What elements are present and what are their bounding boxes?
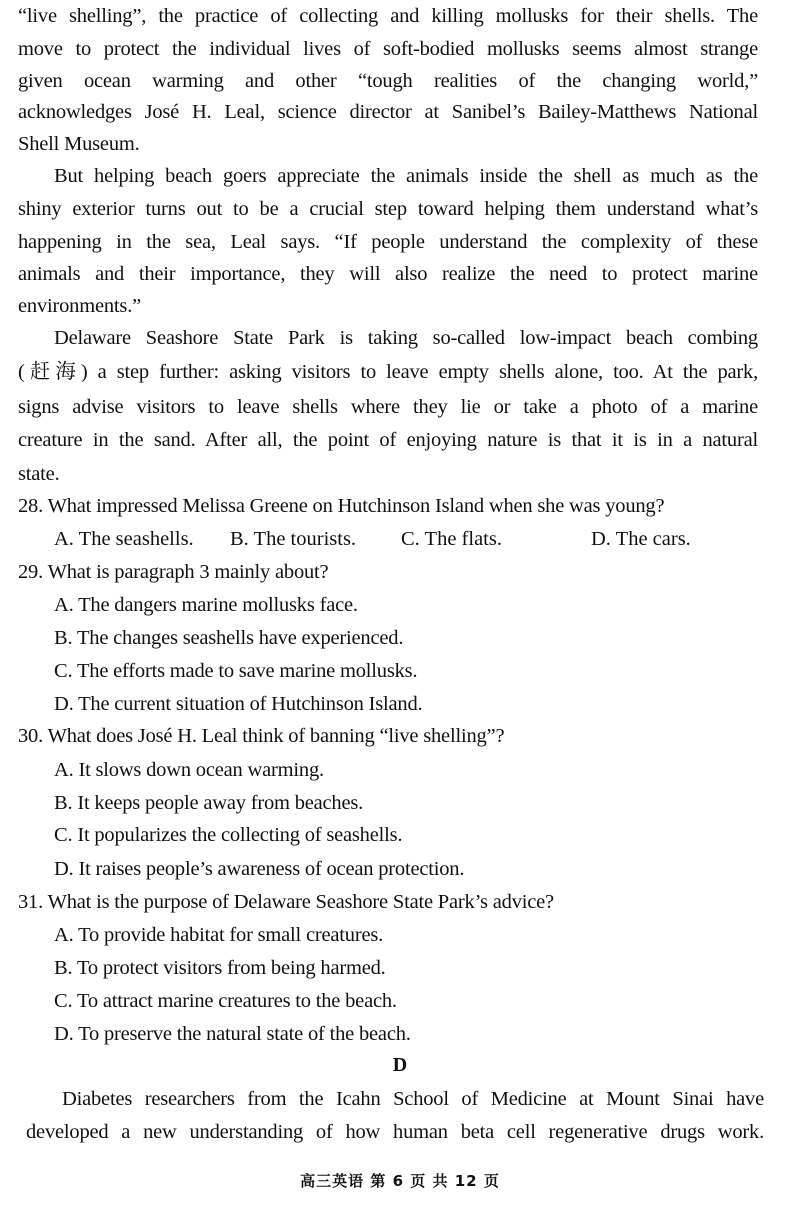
text-line: But helping beach goers appreciate the animals inside the shell as much as the [54,165,758,187]
option-a[interactable]: A. To provide habitat for small creatures. [54,924,384,946]
text-line: environments.” [18,295,142,317]
option-a[interactable]: A. The dangers marine mollusks face. [54,594,358,616]
text-line: “live shelling”, the practice of collecting and killing mollusks for their shells. The [18,5,758,27]
text-line: Shell Museum. [18,133,140,155]
question-stem: 28. What impressed Melissa Greene on Hutchinson Island when she was young? [18,495,665,517]
option-c[interactable]: C. It popularizes the collecting of seashells. [54,824,403,846]
option-b[interactable]: B. It keeps people away from beaches. [54,792,364,814]
option-d[interactable]: D. The cars. [591,528,691,550]
options-row [0,527,800,551]
text-line: state. [18,463,60,485]
question-stem: 30. What does José H. Leal think of banning “live shelling”? [18,725,505,747]
option-a[interactable]: A. The seashells. [54,528,194,550]
text-line: Delaware Seashore State Park is taking so-called low-impact beach combing [54,327,758,349]
text-line: creature in the sand. After all, the point of enjoying nature is that it is in a natural [18,429,758,451]
question-stem: 31. What is the purpose of Delaware Seashore State Park’s advice? [18,891,554,913]
text-line: developed a new understanding of how human beta cell regenerative drugs work. [26,1121,764,1143]
text-line: Diabetes researchers from the Icahn School of Medicine at Mount Sinai have [62,1088,764,1110]
page-footer: 高三英语 第 6 页 共 12 页 [300,1172,500,1190]
option-c[interactable]: C. To attract marine creatures to the beach. [54,990,397,1012]
text-line: happening in the sea, Leal says. “If people understand the complexity of these [18,231,758,253]
text-line: given ocean warming and other “tough realities of the changing world,” [18,70,758,92]
text-line: move to protect the individual lives of soft-bodied mollusks seems almost strange [18,38,758,60]
text-line: signs advise visitors to leave shells where they lie or take a photo of a marine [18,396,758,418]
option-b[interactable]: B. The tourists. [230,528,357,550]
option-c[interactable]: C. The flats. [401,528,502,550]
option-b[interactable]: B. To protect visitors from being harmed. [54,957,386,979]
option-a[interactable]: A. It slows down ocean warming. [54,759,324,781]
text-line: animals and their importance, they will also realize the need to protect marine [18,263,758,285]
option-d[interactable]: D. The current situation of Hutchinson Island. [54,693,423,715]
option-b[interactable]: B. The changes seashells have experienced. [54,627,404,649]
text-line: (赶海) a step further: asking visitors to leave empty shells alone, too. At the park, [18,361,758,383]
option-d[interactable]: D. To preserve the natural state of the beach. [54,1023,411,1045]
option-d[interactable]: D. It raises people’s awareness of ocean protection. [54,858,465,880]
option-c[interactable]: C. The efforts made to save marine mollusks. [54,660,418,682]
text-line: shiny exterior turns out to be a crucial step toward helping them understand what’s [18,198,758,220]
text-line: acknowledges José H. Leal, science director at Sanibel’s Bailey-Matthews National [18,101,758,123]
section-heading: D [392,1054,408,1076]
question-stem: 29. What is paragraph 3 mainly about? [18,561,329,583]
